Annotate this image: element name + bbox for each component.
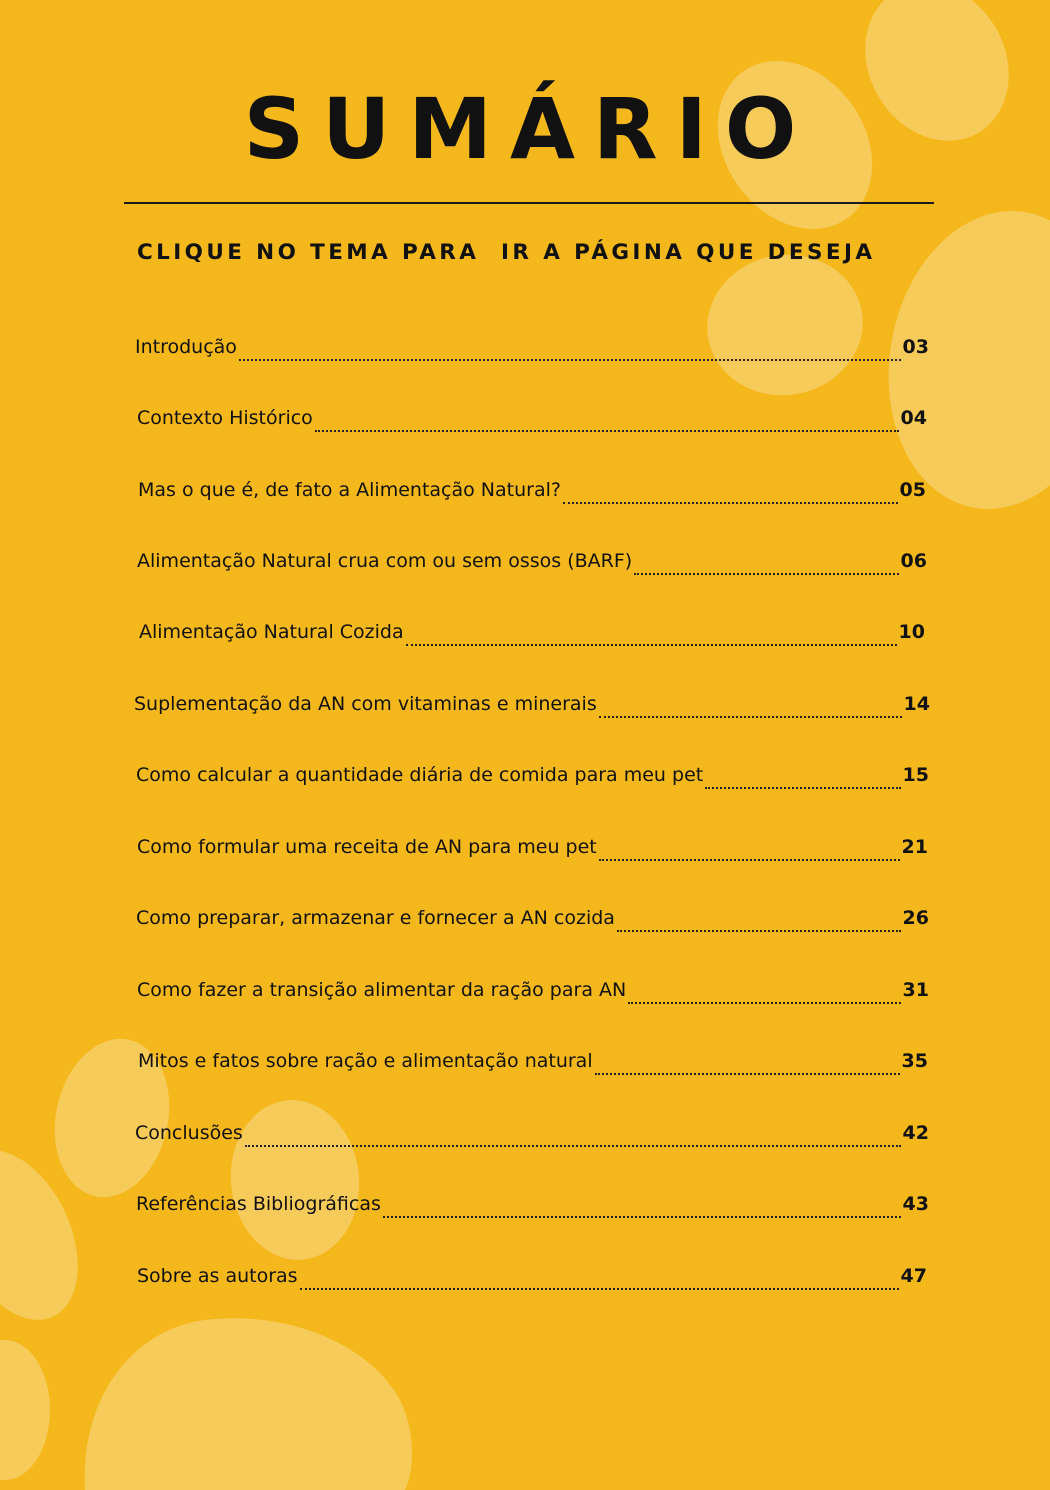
page-title: SUMÁRIO	[243, 80, 815, 178]
toc-page-number[interactable]: 35	[901, 1050, 928, 1072]
toc-entry-title[interactable]: Mas o que é, de fato a Alimentação Natural?	[138, 479, 561, 501]
toc-leader-dots	[617, 930, 901, 932]
divider	[124, 202, 934, 204]
paw-toe-shape	[696, 243, 874, 408]
toc-entry-transicao-alimentar[interactable]	[137, 979, 929, 1009]
toc-leader-dots	[628, 1002, 900, 1004]
paw-toe-shape	[0, 1130, 103, 1340]
toc-page-number[interactable]: 31	[902, 979, 929, 1001]
toc-leader-dots	[406, 644, 897, 646]
toc-entry-sobre-autoras[interactable]	[137, 1265, 927, 1295]
toc-entry-introducao[interactable]	[135, 336, 929, 366]
paw-toe-shape	[0, 1340, 50, 1480]
toc-leader-dots	[300, 1288, 899, 1290]
toc-entry-title[interactable]: Como preparar, armazenar e fornecer a AN cozida	[136, 907, 615, 929]
toc-entry-conclusoes[interactable]	[135, 1122, 929, 1152]
toc-entry-title[interactable]: Conclusões	[135, 1122, 243, 1144]
toc-leader-dots	[705, 787, 900, 789]
paw-pad-shape	[85, 1318, 412, 1490]
toc-page-number[interactable]: 26	[902, 907, 929, 929]
toc-entry-an-cozida[interactable]	[139, 621, 925, 651]
paw-toe-shape	[223, 1094, 367, 1267]
toc-leader-dots	[595, 1073, 900, 1075]
toc-entry-o-que-e-an[interactable]	[138, 479, 926, 509]
toc-entry-title[interactable]: Introdução	[135, 336, 237, 358]
toc-entry-title[interactable]: Como fazer a transição alimentar da ração para AN	[137, 979, 627, 1001]
toc-entry-an-crua-barf[interactable]	[137, 550, 927, 580]
toc-leader-dots	[634, 573, 898, 575]
toc-entry-preparar-armazenar[interactable]	[136, 907, 929, 937]
toc-entry-title[interactable]: Como calcular a quantidade diária de comida para meu pet	[136, 764, 704, 786]
toc-page-number[interactable]: 15	[902, 764, 929, 786]
toc-entry-contexto-historico[interactable]	[137, 407, 927, 437]
toc-leader-dots	[599, 716, 902, 718]
toc-leader-dots	[599, 859, 900, 861]
toc-entry-title[interactable]: Alimentação Natural crua com ou sem ossos (BARF)	[137, 550, 633, 572]
toc-entry-formular-receita[interactable]	[137, 836, 928, 866]
toc-entry-title[interactable]: Contexto Histórico	[137, 407, 313, 429]
toc-entry-suplementacao[interactable]	[134, 693, 930, 723]
toc-page-number[interactable]: 10	[898, 621, 925, 643]
toc-page-number[interactable]: 21	[901, 836, 928, 858]
toc-entry-title[interactable]: Como formular uma receita de AN para meu pet	[137, 836, 597, 858]
toc-page-number[interactable]: 04	[900, 407, 927, 429]
instruction-text: CLIQUE NO TEMA PARA IR A PÁGINA QUE DESEJA	[137, 240, 876, 265]
toc-page-number[interactable]: 43	[902, 1193, 929, 1215]
toc-entry-calcular-quantidade[interactable]	[136, 764, 929, 794]
toc-leader-dots	[383, 1216, 901, 1218]
toc-leader-dots	[315, 430, 899, 432]
toc-page-number[interactable]: 03	[902, 336, 929, 358]
toc-page-number[interactable]: 42	[902, 1122, 929, 1144]
toc-entry-referencias[interactable]	[136, 1193, 929, 1223]
toc-entry-title[interactable]: Mitos e fatos sobre ração e alimentação natural	[138, 1050, 593, 1072]
toc-leader-dots	[245, 1145, 901, 1147]
toc-leader-dots	[563, 502, 898, 504]
toc-page-number[interactable]: 05	[899, 479, 926, 501]
toc-page-number[interactable]: 14	[903, 693, 930, 715]
toc-entry-title[interactable]: Sobre as autoras	[137, 1265, 298, 1287]
toc-entry-mitos-e-fatos[interactable]	[138, 1050, 928, 1080]
toc-leader-dots	[239, 359, 901, 361]
toc-entry-title[interactable]: Suplementação da AN com vitaminas e minerais	[134, 693, 597, 715]
toc-page-number[interactable]: 47	[900, 1265, 927, 1287]
toc-page-number[interactable]: 06	[900, 550, 927, 572]
toc-entry-title[interactable]: Referências Bibliográficas	[136, 1193, 381, 1215]
toc-entry-title[interactable]: Alimentação Natural Cozida	[139, 621, 404, 643]
